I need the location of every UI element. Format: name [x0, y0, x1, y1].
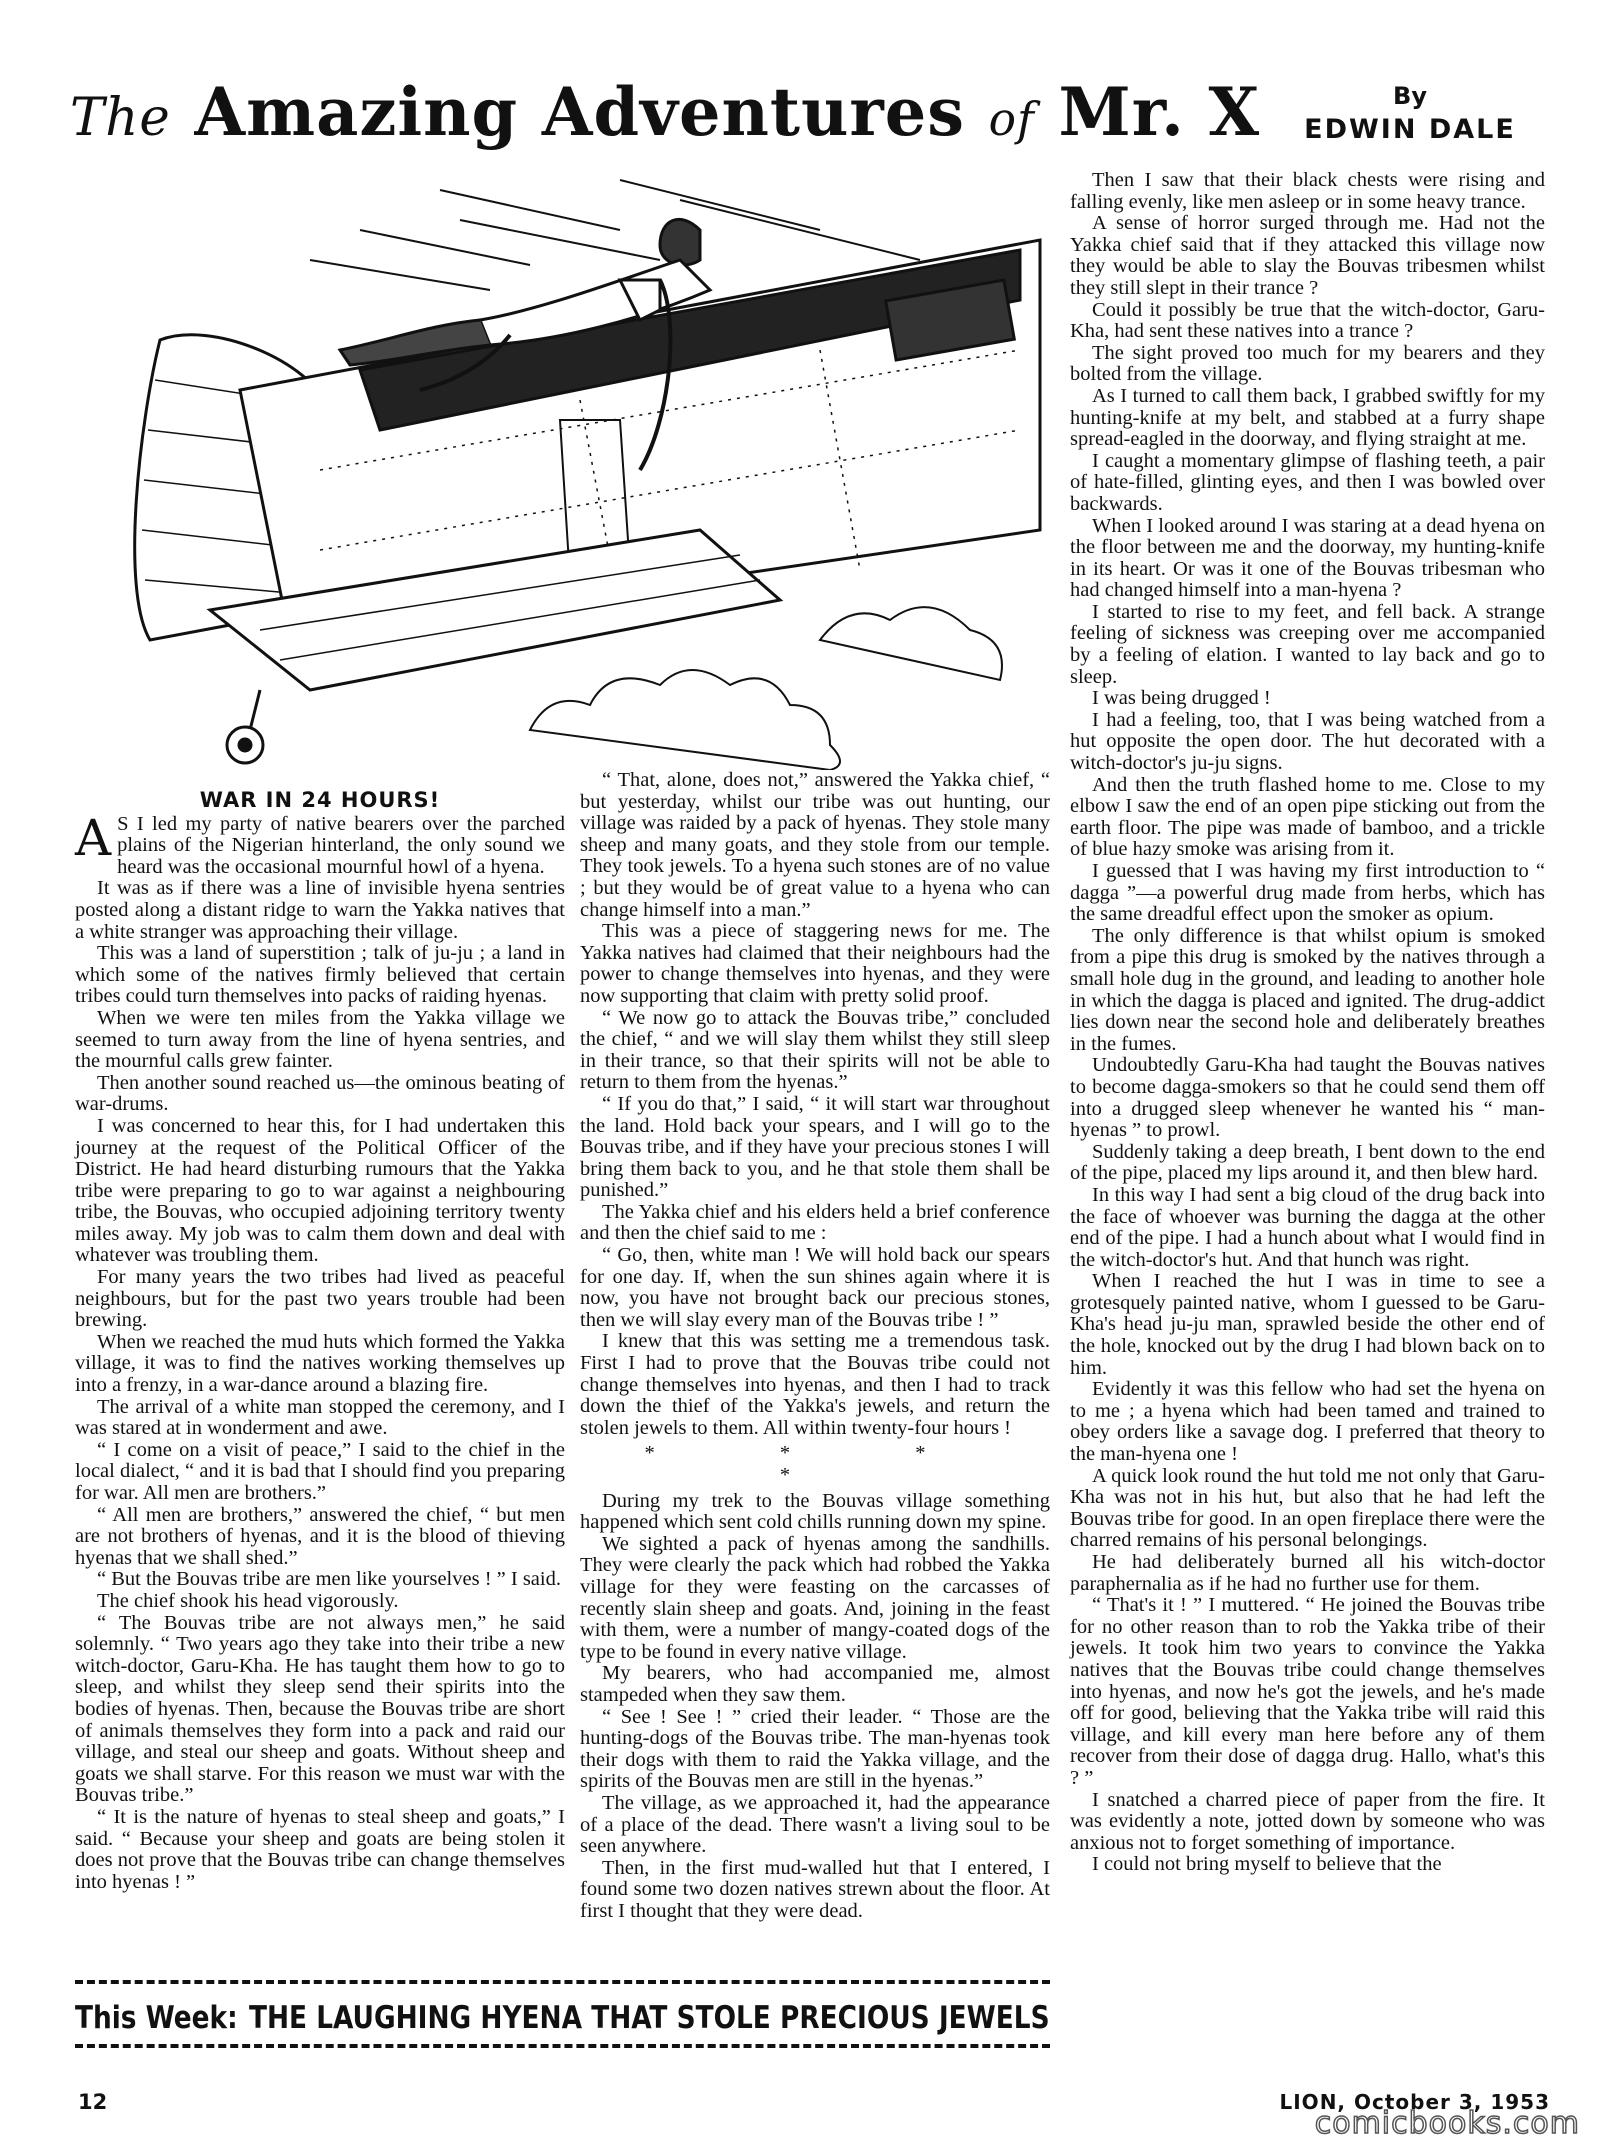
title-main: Amazing Adventures: [194, 73, 965, 151]
article-paragraph: As I turned to call them back, I grabbed swiftly for my hunting-knife at my belt, and stabbed at a furry shape spread-eagled in the doorway, and flying straight at me.: [1070, 384, 1545, 451]
article-paragraph: My bearers, who had accompanied me, almost stampeded when they saw them.: [580, 1662, 1050, 1706]
article-column-1: [75, 790, 565, 1980]
article-paragraph: “ We now go to attack the Bouvas tribe,” concluded the chief, “ and we will slay them whilst they still sleep in their trance, so that their spirits will not be able to return to them from the hyenas.”: [580, 1006, 1050, 1094]
article-paragraph: “ If you do that,” I said, “ it will start war throughout the land. Hold back your spears, and I will go to the Bouvas tribe, and if they have your precious stones I will bring them back to you, and he that stole them shall be punished.”: [580, 1092, 1050, 1202]
banner-text: THE LAUGHING HYENA THAT STOLE PRECIOUS JEWELS: [248, 2000, 1050, 2036]
article-paragraph: “ Go, then, white man ! We will hold back our spears for one day. If, when the sun shines again where it is now, you have not brought back our precious stones, then we will slay every man of the Bouvas tribe ! ”: [580, 1244, 1050, 1331]
article-paragraph: The sight proved too much for my bearers and they bolted from the village.: [1070, 341, 1545, 386]
article-paragraph: I snatched a charred piece of paper from the fire. It was evidently a note, jotted down by someone who was anxious not to forget something of importance.: [1070, 1788, 1545, 1854]
article-paragraph: Then, in the first mud-walled hut that I entered, I found some two dozen natives strewn about the floor. At first I thought that they were dead.: [580, 1856, 1050, 1922]
article-paragraph: The only difference is that whilst opium is smoked from a pipe this drug is smoked by the natives through a small hole dug in the ground, and leading to another hole in which the dagga is placed and ignited. The drug-addict lies down near the second hole and deliberately breathes in the fumes.: [1070, 924, 1545, 1055]
section-separator: * * * *: [644, 1442, 986, 1486]
article-paragraph: I was being drugged !: [1092, 687, 1271, 710]
article-paragraph: Could it possibly be true that the witch-doctor, Garu-Kha, had sent these natives into a trance ?: [1070, 298, 1545, 343]
article-paragraph: A S I led my party of native bearers over the parched plains of the Nigerian hinterland, the only sound we heard was the occasional mournful howl of a hyena.: [75, 808, 565, 878]
article-paragraph: A quick look round the hut told me not only that Garu-Kha was not in his hut, but also that he had left the Bouvas tribe for good. In an open fireplace there were the charred remains of his personal belongings.: [1070, 1464, 1545, 1552]
article-paragraph: I caught a momentary glimpse of flashing teeth, a pair of hate-filled, glinting eyes, and then I was bowled over backwards.: [1070, 449, 1545, 515]
story-title: [70, 62, 1260, 162]
article-paragraph: This was a land of superstition ; talk of ju-ju ; a land in which some of the natives firmly believed that certain tribes could turn themselves into packs of raiding hyenas.: [75, 942, 565, 1008]
title-of: of: [988, 92, 1035, 146]
banner-rule-top: [75, 1980, 1050, 1984]
article-paragraph: The chief shook his head vigorously.: [97, 1589, 399, 1612]
article-paragraph: I could not bring myself to believe that the: [1092, 1853, 1442, 1876]
page-number: 12: [78, 2090, 108, 2114]
title-suffix: Mr. X: [1058, 73, 1261, 151]
article-paragraph: “ But the Bouvas tribe are men like yourselves ! ” I said.: [97, 1568, 561, 1591]
article-paragraph: “ It is the nature of hyenas to steal sheep and goats,” I said. “ Because your sheep and goats are being stolen it does not prove that the Bouvas tribe can change themselves into hyenas ! ”: [75, 1805, 565, 1893]
article-paragraph: Then I saw that their black chests were rising and falling evenly, like men asleep or in some heavy trance.: [1070, 169, 1545, 213]
article-paragraph: I started to rise to my feet, and fell back. A strange feeling of sickness was creeping over me accompanied by a feeling of elation. I wanted to lay back and go to sleep.: [1070, 600, 1545, 688]
article-paragraph: “ All men are brothers,” answered the chief, “ but men are not brothers of hyenas, and it is the blood of thieving hyenas that we shall shed.”: [75, 1503, 565, 1569]
article-paragraph: I had a feeling, too, that I was being watched from a hut opposite the open door. The hut decorated with a witch-doctor's ju-ju signs.: [1070, 708, 1545, 775]
byline: [1275, 82, 1545, 145]
this-week-banner: [75, 1998, 1050, 2038]
article-paragraph: And then the truth flashed home to me. Close to my elbow I saw the end of an open pipe sticking out from the earth floor. The pipe was made of bamboo, and a trickle of blue hazy smoke was arising from it.: [1070, 773, 1545, 861]
airplane-illustration: [60, 170, 1050, 770]
article-paragraph: It was as if there was a line of invisible hyena sentries posted along a distant ridge to warn the Yakka natives that a white stranger was approaching their village.: [75, 877, 565, 943]
article-paragraph: This was a piece of staggering news for me. The Yakka natives had claimed that their neighbours had the power to change themselves into hyenas, and they were now supporting that claim with pretty solid proof.: [580, 920, 1050, 1007]
article-paragraph: The Yakka chief and his elders held a brief conference and then the chief said to me :: [580, 1200, 1050, 1245]
article-paragraph: During my trek to the Bouvas village something happened which sent cold chills running down my spine.: [580, 1489, 1050, 1534]
banner-label: This Week:: [75, 2000, 238, 2036]
article-paragraph: “ That's it ! ” I muttered. “ He joined the Bouvas tribe for no other reason than to rob the Yakka tribe of their jewels. It took him two years to convince the Yakka natives that the Bouvas tribe could change themselves into hyenas, and now he's got the jewels, and he's made off for good, believing that the Yakka tribe will raid this village, and kill every man here before any of them recover from their dose of dagga drug. Hallo, what's this ? ”: [1070, 1594, 1545, 1789]
article-paragraph: “ That, alone, does not,” answered the Yakka chief, “ but yesterday, whilst our tribe was out hunting, our village was raided by a pack of hyenas. They stole many sheep and many goats, and they stole from our temple. They took jewels. To a hyena such stones are of no value ; but they would be of great value to a hyena who can change himself into a man.”: [580, 769, 1050, 921]
article-column-2: [580, 770, 1050, 1980]
article-paragraph: The village, as we approached it, had the appearance of a place of the dead. There wasn't a living soul to be seen anywhere.: [580, 1791, 1050, 1858]
article-paragraph: “ See ! See ! ” cried their leader. “ Those are the hunting-dogs of the Bouvas tribe. The man-hyenas took their dogs with them to raid the Yakka village, and the spirits of the Bouvas men are still in the hyenas.”: [580, 1705, 1050, 1793]
article-heading: WAR IN 24 HOURS!: [199, 788, 441, 812]
article-paragraph: I knew that this was setting me a tremendous task. First I had to prove that the Bouvas tribe could not change themselves into hyenas, and then I had to track down the thief of the Yakka's jewels, and return the stolen jewels to them. All within twenty-four hours !: [580, 1330, 1050, 1439]
article-paragraph: The arrival of a white man stopped the ceremony, and I was stared at in wonderment and awe.: [75, 1395, 565, 1440]
article-paragraph: He had deliberately burned all his witch-doctor paraphernalia as if he had no further use for them.: [1070, 1551, 1545, 1595]
article-paragraph: A sense of horror surged through me. Had not the Yakka chief said that if they attacked this village now they would be able to slay the Bouvas tribesmen whilst they still slept in their trance ?: [1070, 212, 1545, 299]
article-paragraph: We sighted a pack of hyenas among the sandhills. They were clearly the pack which had robbed the Yakka village for they were feasting on the carcasses of recently slain sheep and goats. And, joining in the feast with them, were a number of mangy-coated dogs of the type to be found in every native village.: [580, 1532, 1050, 1663]
drop-cap: A: [75, 808, 112, 867]
title-prefix: The: [70, 88, 171, 148]
article-paragraph: When we were ten miles from the Yakka village we seemed to turn away from the line of hyena sentries, and the mournful calls grew fainter.: [75, 1006, 565, 1073]
article-paragraph: I was concerned to hear this, for I had undertaken this journey at the request of the Political Officer of the District. He had heard disturbing rumours that the Yakka tribe were preparing to go to war against a neighbouring tribe, the Bouvas, who occupied adjoining territory twenty miles away. My job was to calm them down and deal with whatever was troubling them.: [75, 1114, 565, 1267]
article-paragraph: “ I come on a visit of peace,” I said to the chief in the local dialect, “ and it is bad that I should find you preparing for war. All men are brothers.”: [75, 1438, 565, 1504]
article-paragraph: Evidently it was this fellow who had set the hyena on to me ; a hyena which had been tamed and trained to obey orders like a savage dog. I preferred that theory to the man-hyena one !: [1070, 1378, 1545, 1466]
article-paragraph: When I reached the hut I was in time to see a grotesquely painted native, whom I guessed to be Garu-Kha's head ju-ju man, sprawled beside the other end of the hole, knocked out by the drug I had blown back on to him.: [1070, 1270, 1545, 1379]
watermark: comicbooks.com: [1314, 2106, 1580, 2141]
article-paragraph: In this way I had sent a big cloud of the drug back into the face of whoever was burning the dagga at the other end of the pipe. I had a hunch about what I would find in the witch-doctor's hut. And that hunch was right.: [1070, 1183, 1545, 1271]
byline-by: By: [1393, 82, 1427, 110]
article-paragraph: I guessed that I was having my first introduction to “ dagga ”—a powerful drug made from herbs, which has the same dreadful effect upon the smoker as opium.: [1070, 860, 1545, 926]
article-paragraph: Suddenly taking a deep breath, I bent down to the end of the pipe, placed my lips around it, and then blew hard.: [1070, 1140, 1545, 1185]
article-paragraph: Then another sound reached us—the ominous beating of war-drums.: [75, 1071, 565, 1116]
byline-author: EDWIN DALE: [1304, 114, 1516, 145]
article-paragraph: When we reached the mud huts which formed the Yakka village, it was to find the natives working themselves up into a frenzy, in a war-dance around a blazing fire.: [75, 1330, 565, 1397]
article-paragraph: When I looked around I was staring at a dead hyena on the floor between me and the doorway, my hunting-knife in its heart. Or was it one of the Bouvas tribesman who had changed himself into a man-hyena ?: [1070, 514, 1545, 602]
banner-rule-bottom: [75, 2044, 1050, 2048]
article-paragraph: For many years the two tribes had lived as peaceful neighbours, but for the past two years trouble had been brewing.: [75, 1266, 565, 1332]
article-column-3: [1070, 170, 1545, 2120]
article-paragraph: Undoubtedly Garu-Kha had taught the Bouvas natives to become dagga-smokers so that he could send them off into a drugged sleep whenever he wanted his “ man-hyenas ” to prowl.: [1070, 1054, 1545, 1142]
issue-footer: LION, October 3, 1953: [1279, 2090, 1550, 2114]
article-paragraph: “ The Bouvas tribe are not always men,” he said solemnly. “ Two years ago they take into their tribe a new witch-doctor, Garu-Kha. He has taught them how to go to sleep, and whilst they sleep send their spirits into the bodies of hyenas. Then, because the Bouvas tribe are short of animals themselves they form into a pack and raid our village, and steal our sheep and goats. Without sheep and goats we shall starve. For this reason we must war with the Bouvas tribe.”: [75, 1611, 565, 1807]
